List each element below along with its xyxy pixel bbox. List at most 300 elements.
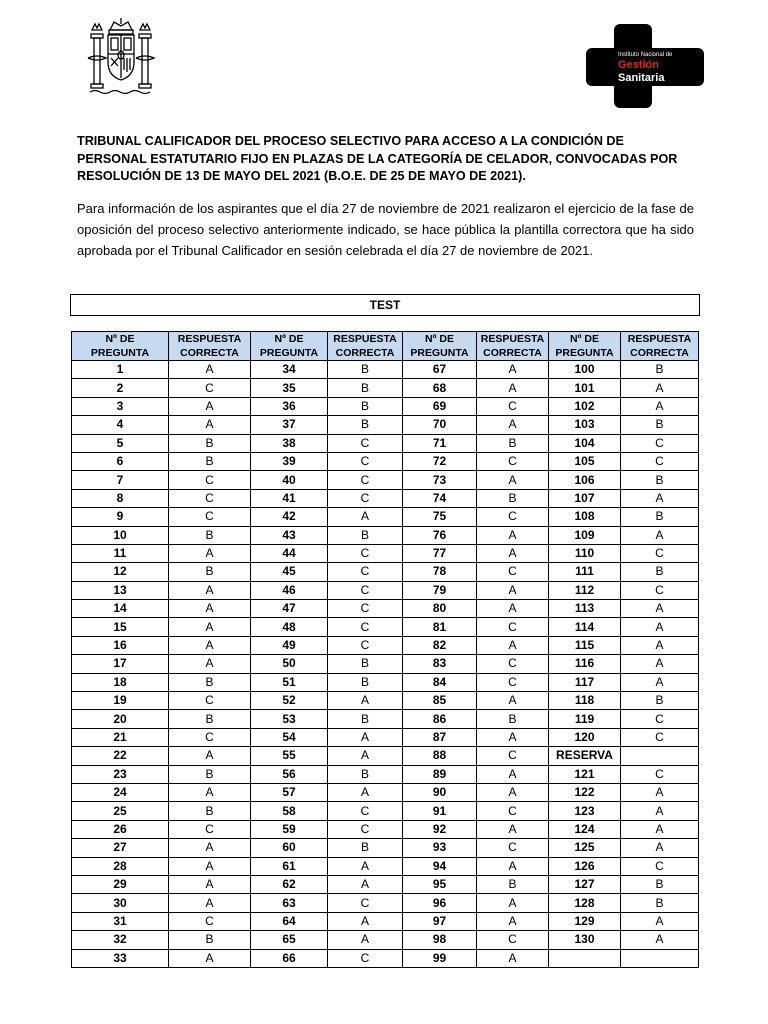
- question-number-cell: 28: [72, 857, 169, 875]
- question-number-cell: 125: [549, 839, 621, 857]
- question-number-cell: 95: [403, 875, 477, 893]
- question-number-cell: 10: [72, 526, 169, 544]
- table-row: [72, 379, 699, 397]
- question-number-cell: 75: [403, 508, 477, 526]
- question-number-cell: 86: [403, 710, 477, 728]
- table-row: [72, 894, 699, 912]
- table-row: [72, 765, 699, 783]
- question-number-cell: 104: [549, 434, 621, 452]
- answer-cell: A: [169, 747, 251, 765]
- answer-cell: A: [477, 544, 549, 562]
- answer-key-table: [71, 331, 699, 968]
- answer-cell: C: [328, 581, 403, 599]
- question-number-cell: 118: [549, 692, 621, 710]
- question-number-cell: 67: [403, 361, 477, 379]
- question-number-cell: 70: [403, 416, 477, 434]
- question-number-cell: 33: [72, 949, 169, 967]
- question-number-cell: 107: [549, 489, 621, 507]
- table-row: [72, 581, 699, 599]
- answer-cell: B: [328, 416, 403, 434]
- answer-cell: C: [477, 802, 549, 820]
- question-number-cell: 65: [251, 931, 328, 949]
- question-number-cell: 19: [72, 692, 169, 710]
- document-title: TRIBUNAL CALIFICADOR DEL PROCESO SELECTIVO PARA ACCESO A LA CONDICIÓN DE PERSONAL ESTATUTARIO FIJO EN PLAZAS DE LA CATEGORÍA DE CELADOR, CONVOCADAS POR RESOLUCIÓN DE 13 DE MAYO DEL 2021 (B.O.E. DE 25 DE MAYO DE 2021).: [77, 134, 678, 183]
- table-row: [72, 839, 699, 857]
- table-row: [72, 416, 699, 434]
- question-number-cell: 103: [549, 416, 621, 434]
- table-row: [72, 397, 699, 415]
- question-number-cell: 20: [72, 710, 169, 728]
- question-number-cell: 62: [251, 875, 328, 893]
- answer-cell: C: [169, 728, 251, 746]
- question-number-cell: 52: [251, 692, 328, 710]
- answer-cell: A: [169, 857, 251, 875]
- answer-cell: C: [328, 544, 403, 562]
- question-number-cell: 99: [403, 949, 477, 967]
- answer-cell: A: [169, 636, 251, 654]
- answer-cell: A: [621, 600, 699, 618]
- question-number-cell: 26: [72, 820, 169, 838]
- answer-cell: A: [169, 894, 251, 912]
- question-number-cell: 127: [549, 875, 621, 893]
- answer-cell: B: [621, 692, 699, 710]
- question-number-cell: 29: [72, 875, 169, 893]
- answer-cell: C: [328, 820, 403, 838]
- question-number-cell: 30: [72, 894, 169, 912]
- question-number-cell: 87: [403, 728, 477, 746]
- question-number-cell: 80: [403, 600, 477, 618]
- question-number-cell: 60: [251, 839, 328, 857]
- question-number-cell: 43: [251, 526, 328, 544]
- question-number-cell: 35: [251, 379, 328, 397]
- question-number-cell: 64: [251, 912, 328, 930]
- question-number-cell: 93: [403, 839, 477, 857]
- question-number-cell: 106: [549, 471, 621, 489]
- question-number-cell: 111: [549, 563, 621, 581]
- question-number-cell: 42: [251, 508, 328, 526]
- answer-cell: C: [328, 636, 403, 654]
- question-number-cell: 57: [251, 783, 328, 801]
- question-number-cell: 100: [549, 361, 621, 379]
- answer-cell: B: [621, 361, 699, 379]
- answer-cell: A: [477, 636, 549, 654]
- question-number-cell: 49: [251, 636, 328, 654]
- intro-paragraph: Para información de los aspirantes que el día 27 de noviembre de 2021 realizaron el ejercicio de la fase de oposición del proceso selectivo anteriormente indicado, se hace pública la plantilla correctora que ha sido aprobada por el Tribunal Calificador en sesión celebrada el día 27 de noviembre de 2021.: [77, 201, 694, 258]
- question-number-cell: 37: [251, 416, 328, 434]
- answer-cell: A: [328, 728, 403, 746]
- question-number-cell: 110: [549, 544, 621, 562]
- table-row: [72, 820, 699, 838]
- answer-cell: A: [477, 765, 549, 783]
- answer-cell: A: [169, 397, 251, 415]
- question-number-cell: 97: [403, 912, 477, 930]
- answer-cell: C: [621, 544, 699, 562]
- answer-cell: A: [477, 416, 549, 434]
- question-number-cell: 113: [549, 600, 621, 618]
- question-number-cell: 53: [251, 710, 328, 728]
- answer-cell: C: [477, 563, 549, 581]
- answer-cell: C: [477, 931, 549, 949]
- answer-cell: B: [477, 710, 549, 728]
- header-question-number: Nº DE PREGUNTA: [72, 332, 169, 361]
- answer-cell: B: [169, 526, 251, 544]
- question-number-cell: 123: [549, 802, 621, 820]
- answer-cell: B: [169, 434, 251, 452]
- table-row: [72, 361, 699, 379]
- question-number-cell: 47: [251, 600, 328, 618]
- question-number-cell: 128: [549, 894, 621, 912]
- reserva-label: RESERVA: [549, 747, 621, 765]
- answer-cell: A: [328, 508, 403, 526]
- answer-cell: A: [169, 416, 251, 434]
- question-number-cell: 11: [72, 544, 169, 562]
- question-number-cell: 96: [403, 894, 477, 912]
- answer-cell: A: [169, 618, 251, 636]
- question-number-cell: 120: [549, 728, 621, 746]
- answer-cell: B: [169, 673, 251, 691]
- answer-cell: A: [169, 600, 251, 618]
- question-number-cell: 79: [403, 581, 477, 599]
- answer-cell: C: [328, 618, 403, 636]
- question-number-cell: 14: [72, 600, 169, 618]
- question-number-cell: 15: [72, 618, 169, 636]
- answer-cell: C: [621, 710, 699, 728]
- question-number-cell: 85: [403, 692, 477, 710]
- answer-cell: A: [621, 802, 699, 820]
- question-number-cell: 39: [251, 452, 328, 470]
- answer-cell: C: [477, 655, 549, 673]
- answer-cell: A: [477, 526, 549, 544]
- answer-cell: C: [477, 618, 549, 636]
- question-number-cell: 17: [72, 655, 169, 673]
- header-question-number: Nº DE PREGUNTA: [549, 332, 621, 361]
- question-number-cell: 46: [251, 581, 328, 599]
- answer-cell: B: [477, 489, 549, 507]
- answer-cell: C: [621, 581, 699, 599]
- question-number-cell: [549, 949, 621, 967]
- answer-cell: A: [477, 728, 549, 746]
- answer-cell: A: [328, 857, 403, 875]
- question-number-cell: 2: [72, 379, 169, 397]
- answer-cell: C: [328, 489, 403, 507]
- answer-cell: B: [621, 894, 699, 912]
- answer-cell: A: [169, 875, 251, 893]
- logo-text: [618, 52, 702, 85]
- answer-cell: C: [328, 600, 403, 618]
- answer-cell: B: [328, 526, 403, 544]
- question-number-cell: 6: [72, 452, 169, 470]
- table-row: [72, 508, 699, 526]
- answer-cell: [621, 747, 699, 765]
- question-number-cell: 51: [251, 673, 328, 691]
- table-row: [72, 452, 699, 470]
- answer-cell: A: [169, 949, 251, 967]
- answer-cell: A: [477, 361, 549, 379]
- table-row: [72, 912, 699, 930]
- answer-cell: B: [328, 379, 403, 397]
- spain-coat-of-arms-logo: [86, 18, 156, 96]
- answer-cell: A: [328, 931, 403, 949]
- question-number-cell: 115: [549, 636, 621, 654]
- table-body: [72, 361, 699, 968]
- answer-cell: A: [328, 692, 403, 710]
- question-number-cell: 24: [72, 783, 169, 801]
- answer-cell: A: [477, 600, 549, 618]
- question-number-cell: 38: [251, 434, 328, 452]
- answer-cell: A: [621, 397, 699, 415]
- answer-cell: A: [169, 783, 251, 801]
- question-number-cell: 32: [72, 931, 169, 949]
- question-number-cell: 13: [72, 581, 169, 599]
- question-number-cell: 40: [251, 471, 328, 489]
- question-number-cell: 44: [251, 544, 328, 562]
- answer-cell: C: [169, 489, 251, 507]
- header-question-number: Nº DE PREGUNTA: [403, 332, 477, 361]
- question-number-cell: 55: [251, 747, 328, 765]
- question-number-cell: 77: [403, 544, 477, 562]
- answer-cell: C: [169, 471, 251, 489]
- question-number-cell: 83: [403, 655, 477, 673]
- answer-cell: C: [328, 949, 403, 967]
- question-number-cell: 5: [72, 434, 169, 452]
- answer-cell: A: [169, 544, 251, 562]
- table-row: [72, 434, 699, 452]
- question-number-cell: 25: [72, 802, 169, 820]
- question-number-cell: 81: [403, 618, 477, 636]
- question-number-cell: 9: [72, 508, 169, 526]
- question-number-cell: 21: [72, 728, 169, 746]
- question-number-cell: 90: [403, 783, 477, 801]
- table-row: [72, 857, 699, 875]
- table-row: [72, 526, 699, 544]
- table-row: [72, 728, 699, 746]
- answer-cell: A: [477, 471, 549, 489]
- answer-cell: B: [169, 802, 251, 820]
- answer-cell: C: [477, 452, 549, 470]
- table-row: [72, 471, 699, 489]
- table-row: [72, 747, 699, 765]
- answer-cell: B: [328, 397, 403, 415]
- answer-cell: A: [169, 581, 251, 599]
- answer-cell: C: [477, 747, 549, 765]
- question-number-cell: 27: [72, 839, 169, 857]
- question-number-cell: 58: [251, 802, 328, 820]
- question-number-cell: 69: [403, 397, 477, 415]
- question-number-cell: 117: [549, 673, 621, 691]
- question-number-cell: 1: [72, 361, 169, 379]
- answer-cell: A: [621, 931, 699, 949]
- answer-cell: A: [621, 820, 699, 838]
- answer-cell: C: [169, 692, 251, 710]
- answer-cell: C: [169, 820, 251, 838]
- question-number-cell: 92: [403, 820, 477, 838]
- answer-cell: A: [621, 526, 699, 544]
- ingesa-logo: [586, 24, 704, 108]
- logo-line2: Gestión Sanitaria: [618, 59, 665, 84]
- question-number-cell: 84: [403, 673, 477, 691]
- question-number-cell: 41: [251, 489, 328, 507]
- answer-cell: A: [621, 489, 699, 507]
- question-number-cell: 102: [549, 397, 621, 415]
- answer-cell: B: [621, 875, 699, 893]
- answer-cell: B: [621, 416, 699, 434]
- answer-cell: C: [328, 563, 403, 581]
- question-number-cell: 114: [549, 618, 621, 636]
- answer-cell: B: [621, 471, 699, 489]
- table-row: [72, 563, 699, 581]
- question-number-cell: 12: [72, 563, 169, 581]
- question-number-cell: 122: [549, 783, 621, 801]
- answer-cell: B: [328, 673, 403, 691]
- question-number-cell: 4: [72, 416, 169, 434]
- table-row: [72, 655, 699, 673]
- answer-cell: B: [328, 655, 403, 673]
- question-number-cell: 7: [72, 471, 169, 489]
- answer-cell: C: [621, 857, 699, 875]
- table-row: [72, 710, 699, 728]
- answer-cell: B: [169, 452, 251, 470]
- question-number-cell: 105: [549, 452, 621, 470]
- table-header-row: [72, 332, 699, 361]
- question-number-cell: 78: [403, 563, 477, 581]
- table-row: [72, 931, 699, 949]
- answer-cell: B: [621, 508, 699, 526]
- table-row: [72, 600, 699, 618]
- question-number-cell: 126: [549, 857, 621, 875]
- question-number-cell: 66: [251, 949, 328, 967]
- answer-cell: C: [169, 508, 251, 526]
- answer-cell: C: [328, 452, 403, 470]
- answer-cell: A: [477, 857, 549, 875]
- answer-cell: A: [328, 783, 403, 801]
- answer-cell: B: [169, 563, 251, 581]
- answer-cell: C: [621, 434, 699, 452]
- answer-cell: A: [328, 912, 403, 930]
- answer-cell: A: [169, 361, 251, 379]
- answer-cell: B: [621, 563, 699, 581]
- answer-cell: A: [169, 839, 251, 857]
- question-number-cell: 61: [251, 857, 328, 875]
- answer-cell: C: [328, 802, 403, 820]
- answer-cell: B: [477, 875, 549, 893]
- table-row: [72, 489, 699, 507]
- question-number-cell: 54: [251, 728, 328, 746]
- table-row: [72, 618, 699, 636]
- answer-cell: A: [621, 379, 699, 397]
- question-number-cell: 18: [72, 673, 169, 691]
- answer-cell: C: [328, 894, 403, 912]
- question-number-cell: 124: [549, 820, 621, 838]
- answer-cell: A: [328, 875, 403, 893]
- answer-cell: C: [169, 912, 251, 930]
- logo-line1: Instituto Nacional de: [618, 52, 673, 58]
- table-row: [72, 673, 699, 691]
- answer-cell: A: [621, 618, 699, 636]
- answer-cell: A: [621, 636, 699, 654]
- header-correct-answer: RESPUESTA CORRECTA: [328, 332, 403, 361]
- question-number-cell: 50: [251, 655, 328, 673]
- question-number-cell: 56: [251, 765, 328, 783]
- question-number-cell: 98: [403, 931, 477, 949]
- question-number-cell: 108: [549, 508, 621, 526]
- question-number-cell: 101: [549, 379, 621, 397]
- answer-cell: A: [621, 783, 699, 801]
- answer-cell: C: [621, 765, 699, 783]
- answer-cell: B: [328, 361, 403, 379]
- table-row: [72, 783, 699, 801]
- question-number-cell: 121: [549, 765, 621, 783]
- question-number-cell: 3: [72, 397, 169, 415]
- table-row: [72, 692, 699, 710]
- question-number-cell: 45: [251, 563, 328, 581]
- question-number-cell: 119: [549, 710, 621, 728]
- question-number-cell: 129: [549, 912, 621, 930]
- table-row: [72, 875, 699, 893]
- answer-cell: A: [477, 783, 549, 801]
- question-number-cell: 59: [251, 820, 328, 838]
- question-number-cell: 68: [403, 379, 477, 397]
- question-number-cell: 71: [403, 434, 477, 452]
- question-number-cell: 91: [403, 802, 477, 820]
- answer-cell: C: [477, 839, 549, 857]
- answer-cell: A: [328, 747, 403, 765]
- answer-cell: A: [477, 820, 549, 838]
- answer-cell: A: [477, 912, 549, 930]
- answer-cell: C: [328, 471, 403, 489]
- header-question-number: Nº DE PREGUNTA: [251, 332, 328, 361]
- answer-cell: A: [621, 655, 699, 673]
- table-row: [72, 544, 699, 562]
- question-number-cell: 74: [403, 489, 477, 507]
- answer-cell: C: [621, 452, 699, 470]
- question-number-cell: 23: [72, 765, 169, 783]
- answer-cell: C: [169, 379, 251, 397]
- answer-cell: B: [169, 765, 251, 783]
- answer-cell: B: [328, 839, 403, 857]
- answer-cell: A: [621, 673, 699, 691]
- answer-cell: B: [169, 710, 251, 728]
- question-number-cell: 130: [549, 931, 621, 949]
- header-correct-answer: RESPUESTA CORRECTA: [477, 332, 549, 361]
- answer-cell: A: [169, 655, 251, 673]
- answer-cell: B: [169, 931, 251, 949]
- question-number-cell: 109: [549, 526, 621, 544]
- question-number-cell: 73: [403, 471, 477, 489]
- question-number-cell: 72: [403, 452, 477, 470]
- header-correct-answer: RESPUESTA CORRECTA: [169, 332, 251, 361]
- answer-cell: A: [621, 912, 699, 930]
- question-number-cell: 36: [251, 397, 328, 415]
- table-row: [72, 636, 699, 654]
- question-number-cell: 22: [72, 747, 169, 765]
- answer-cell: C: [477, 673, 549, 691]
- question-number-cell: 94: [403, 857, 477, 875]
- answer-cell: C: [328, 434, 403, 452]
- answer-cell: B: [328, 710, 403, 728]
- question-number-cell: 31: [72, 912, 169, 930]
- table-row: [72, 802, 699, 820]
- question-number-cell: 34: [251, 361, 328, 379]
- question-number-cell: 88: [403, 747, 477, 765]
- answer-cell: C: [477, 508, 549, 526]
- answer-cell: B: [477, 434, 549, 452]
- question-number-cell: 82: [403, 636, 477, 654]
- question-number-cell: 63: [251, 894, 328, 912]
- answer-cell: A: [621, 839, 699, 857]
- header-correct-answer: RESPUESTA CORRECTA: [621, 332, 699, 361]
- question-number-cell: 116: [549, 655, 621, 673]
- answer-cell: C: [621, 728, 699, 746]
